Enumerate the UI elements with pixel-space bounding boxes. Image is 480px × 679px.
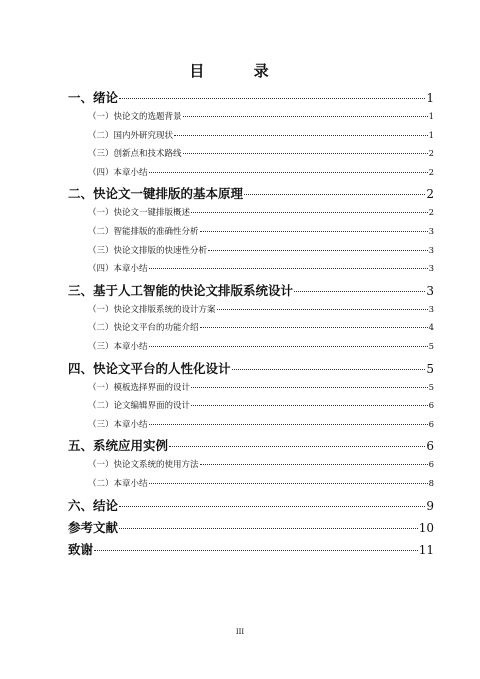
- table-of-contents: [68, 88, 434, 562]
- toc-chapter-entry: [68, 518, 434, 540]
- toc-entry-page: 5: [428, 382, 434, 393]
- toc-entry-title: （三）本章小结: [88, 419, 148, 430]
- toc-entry-title: 三、基于人工智能的快论文排版系统设计: [68, 282, 294, 298]
- toc-entry-page: 11: [418, 542, 434, 557]
- toc-chapter-entry: [68, 281, 434, 303]
- toc-section-entry: [68, 399, 434, 418]
- toc-entry-title: （一）快论文的选题背景: [88, 112, 182, 122]
- toc-entry-page: 8: [428, 478, 434, 489]
- dot-leader: [200, 327, 428, 328]
- toc-section-entry: [68, 381, 434, 400]
- toc-chapter-entry: [68, 436, 434, 458]
- toc-entry-page: 3: [428, 245, 434, 256]
- toc-entry-page: 5: [428, 341, 434, 352]
- toc-entry-title: 二、快论文一键排版的基本原理: [68, 186, 244, 202]
- toc-entry-page: 6: [426, 439, 434, 454]
- toc-chapter-entry: [68, 88, 434, 110]
- dot-leader: [119, 506, 425, 507]
- toc-section-entry: [68, 206, 434, 225]
- page-number: III: [235, 628, 245, 636]
- dot-leader: [169, 446, 425, 447]
- toc-section-entry: [68, 458, 434, 477]
- dot-leader: [119, 98, 425, 99]
- toc-entry-page: 2: [426, 187, 434, 202]
- toc-entry-page: 1: [428, 130, 434, 141]
- dot-leader: [149, 483, 428, 484]
- toc-entry-title: 六、结论: [68, 497, 119, 513]
- toc-section-entry: [68, 110, 434, 129]
- toc-entry-title: （二）论文编辑界面的设计: [88, 401, 191, 412]
- dot-leader: [294, 291, 425, 292]
- toc-section-entry: [68, 340, 434, 359]
- toc-entry-title: （二）智能排版的准确性分析: [88, 226, 199, 237]
- toc-entry-page: 3: [428, 304, 434, 315]
- toc-entry-page: 2: [428, 149, 434, 160]
- toc-entry-page: 3: [426, 283, 434, 298]
- dot-leader: [119, 528, 418, 529]
- toc-entry-title: 参考文献: [68, 519, 119, 535]
- dot-leader: [149, 268, 428, 269]
- toc-entry-title: 五、系统应用实例: [68, 438, 169, 454]
- toc-entry-title: （四）本章小结: [88, 167, 148, 178]
- toc-section-entry: [68, 321, 434, 340]
- dot-leader: [149, 172, 428, 173]
- toc-section-entry: [68, 418, 434, 437]
- toc-entry-page: 3: [428, 264, 434, 275]
- toc-entry-title: （三）创新点和技术路线: [88, 149, 182, 160]
- toc-chapter-entry: [68, 540, 434, 562]
- toc-chapter-entry: [68, 496, 434, 518]
- dot-leader: [200, 231, 428, 232]
- toc-entry-page: 10: [418, 520, 434, 535]
- dot-leader: [94, 550, 418, 551]
- toc-section-entry: [68, 244, 434, 263]
- toc-entry-title: （一）快论文系统的使用方法: [88, 460, 199, 471]
- dot-leader: [191, 405, 428, 406]
- toc-section-entry: [68, 303, 434, 322]
- dot-leader: [149, 424, 428, 425]
- toc-section-entry: [68, 262, 434, 281]
- toc-entry-title: 四、快论文平台的人性化设计: [68, 360, 231, 376]
- toc-chapter-entry: [68, 359, 434, 381]
- toc-entry-title: （四）本章小结: [88, 264, 148, 275]
- toc-entry-title: （二）快论文平台的功能介绍: [88, 323, 199, 334]
- toc-section-entry: [68, 225, 434, 244]
- toc-title: 目 录: [189, 62, 291, 80]
- dot-leader: [183, 116, 428, 117]
- toc-entry-title: （二）国内外研究现状: [88, 130, 174, 141]
- toc-entry-title: （一）模板选择界面的设计: [88, 382, 191, 393]
- toc-entry-page: 5: [426, 361, 434, 376]
- toc-entry-page: 2: [428, 167, 434, 178]
- toc-entry-title: 一、绪论: [68, 90, 119, 105]
- dot-leader: [191, 212, 428, 213]
- toc-entry-title: （二）本章小结: [88, 478, 148, 489]
- toc-entry-page: 6: [428, 460, 434, 471]
- dot-leader: [244, 194, 425, 195]
- toc-section-entry: [68, 129, 434, 148]
- dot-leader: [183, 153, 428, 154]
- dot-leader: [217, 309, 428, 310]
- toc-entry-page: 1: [428, 112, 434, 122]
- toc-entry-page: 6: [428, 419, 434, 430]
- toc-entry-page: 4: [428, 323, 434, 334]
- toc-entry-page: 3: [428, 226, 434, 237]
- toc-entry-title: （三）本章小结: [88, 341, 148, 352]
- toc-entry-title: （一）快论文一键排版概述: [88, 208, 191, 219]
- toc-entry-page: 2: [428, 208, 434, 219]
- toc-entry-page: 1: [426, 91, 434, 105]
- dot-leader: [232, 369, 426, 370]
- toc-section-entry: [68, 147, 434, 166]
- toc-entry-title: 致谢: [68, 541, 94, 557]
- dot-leader: [149, 346, 428, 347]
- toc-entry-page: 6: [428, 401, 434, 412]
- toc-entry-title: （三）快论文排版的快速性分析: [88, 245, 208, 256]
- dot-leader: [200, 464, 428, 465]
- dot-leader: [174, 135, 428, 136]
- toc-section-entry: [68, 477, 434, 496]
- toc-chapter-entry: [68, 184, 434, 206]
- dot-leader: [208, 250, 428, 251]
- toc-section-entry: [68, 166, 434, 185]
- dot-leader: [191, 387, 428, 388]
- toc-entry-page: 9: [426, 498, 434, 513]
- toc-entry-title: （一）快论文排版系统的设计方案: [88, 304, 216, 315]
